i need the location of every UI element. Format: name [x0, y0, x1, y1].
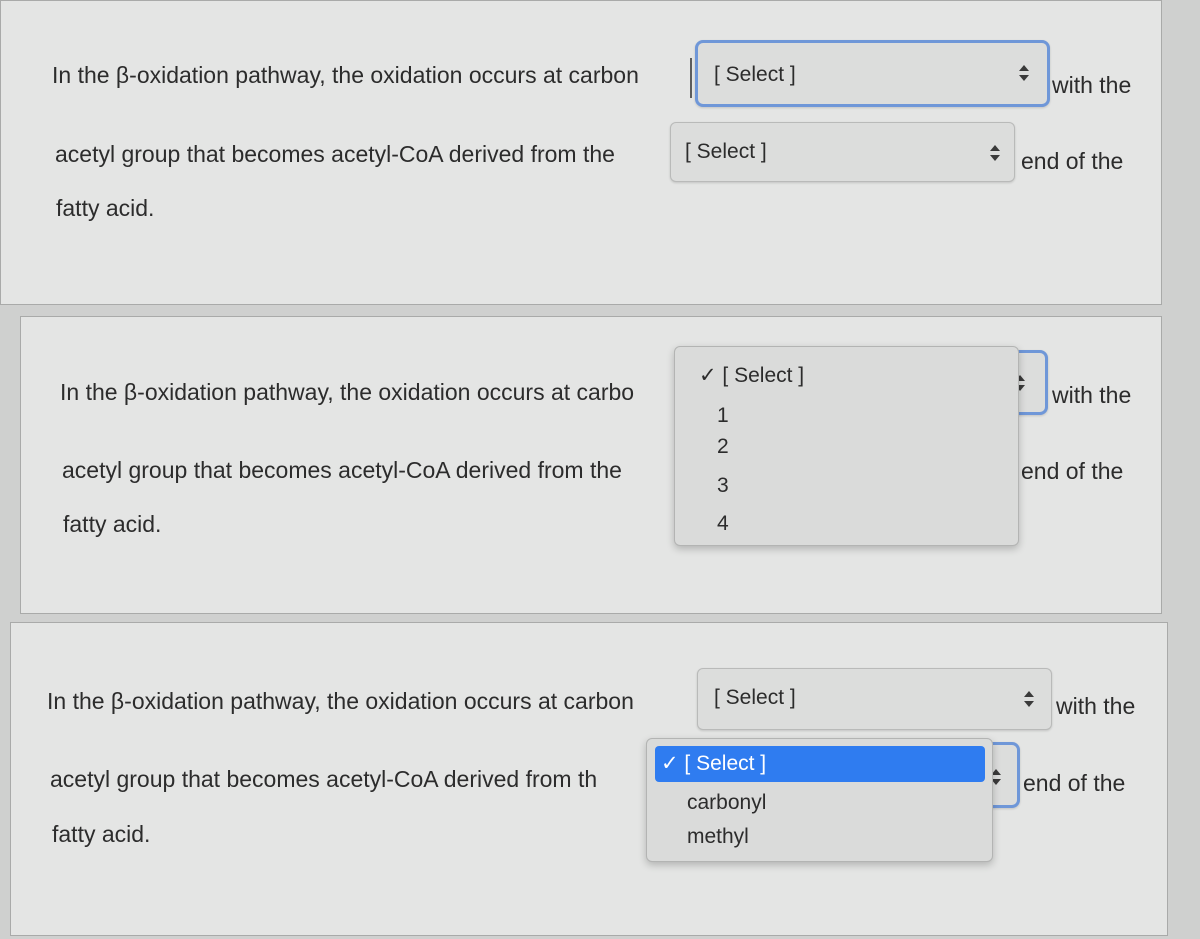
end-dropdown-menu — [646, 738, 993, 862]
text-with-the: with the — [1052, 72, 1132, 98]
text-end-of-the: end of the — [1021, 458, 1124, 484]
end-select[interactable] — [990, 742, 1020, 808]
question-text-line3: fatty acid. — [52, 821, 151, 847]
question-text-line2: acetyl group that becomes acetyl-CoA derived from th — [50, 766, 598, 792]
option-select-checked[interactable]: ✓ [ Select ] — [699, 364, 805, 387]
text-with-the: with the — [1052, 382, 1132, 408]
question-text-line1: In the β-oxidation pathway, the oxidation occurs at carbon — [47, 688, 634, 714]
option-3[interactable]: 3 — [717, 474, 729, 497]
updown-arrows-icon — [1023, 689, 1035, 709]
carbon-dropdown-menu — [674, 346, 1019, 546]
updown-arrows-icon — [1018, 63, 1030, 83]
option-4[interactable]: 4 — [717, 512, 729, 535]
carbon-select-value: [ Select ] — [714, 686, 796, 709]
end-select-value: [ Select ] — [685, 140, 767, 163]
carbon-select[interactable] — [695, 40, 1050, 107]
option-select-checked[interactable]: ✓ [ Select ] — [661, 752, 767, 775]
question-text-line2: acetyl group that becomes acetyl-CoA derived from the — [62, 457, 622, 483]
question-text-line3: fatty acid. — [56, 195, 155, 221]
carbon-select[interactable] — [697, 668, 1052, 730]
option-2[interactable]: 2 — [717, 435, 729, 458]
question-text-line1: In the β-oxidation pathway, the oxidation occurs at carbon — [52, 62, 639, 88]
option-1[interactable]: 1 — [717, 404, 729, 427]
text-cursor — [690, 58, 692, 98]
option-methyl[interactable]: methyl — [687, 825, 749, 848]
question-text-line1: In the β-oxidation pathway, the oxidation occurs at carbo — [60, 379, 635, 405]
question-text-line2: acetyl group that becomes acetyl-CoA derived from the — [55, 141, 615, 167]
carbon-select-value: [ Select ] — [714, 63, 796, 86]
text-with-the: with the — [1056, 693, 1136, 719]
option-carbonyl[interactable]: carbonyl — [687, 791, 767, 814]
text-end-of-the: end of the — [1021, 148, 1124, 174]
question-text-line3: fatty acid. — [63, 511, 162, 537]
end-select[interactable] — [670, 122, 1015, 182]
updown-arrows-icon — [989, 143, 1001, 163]
text-end-of-the: end of the — [1023, 770, 1126, 796]
